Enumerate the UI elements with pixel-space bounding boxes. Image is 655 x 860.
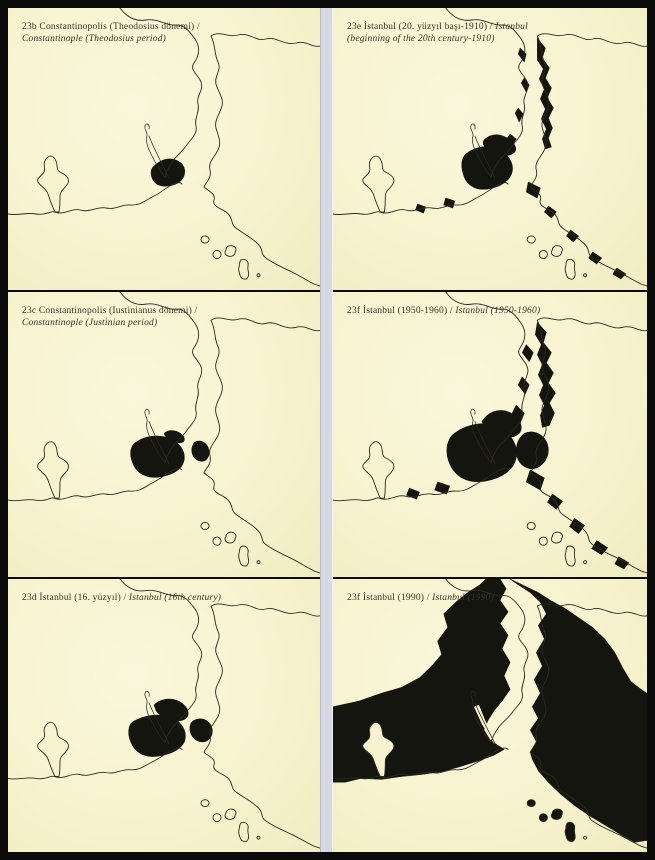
marmara-coast-east [204, 473, 320, 573]
panel-label-turkish: 23f İstanbul (1990) / [347, 593, 430, 603]
marmara-coast-east [530, 473, 647, 573]
map-panel-23c [8, 292, 320, 577]
panel-label-english: Istanbul (beginning of the 20th century-1910) [347, 22, 528, 45]
panel-label-23f-1990 [347, 592, 573, 604]
panel-label-english: Istanbul (16th century) [128, 593, 222, 603]
map-23e [333, 8, 647, 290]
panel-label-english: Istanbul (1990) [432, 593, 494, 603]
panel-label-turkish: 23b Constantinopolis (Theodosius dönemi) / [22, 22, 200, 32]
panel-label-23d [22, 592, 247, 604]
map-panel-23e [333, 8, 647, 290]
marmara-coast-east [204, 187, 320, 286]
panel-label-23f-1950 [347, 305, 573, 317]
kucukcekmece-lake [363, 156, 394, 212]
urban-area-shape [131, 431, 210, 478]
princes-islands [201, 800, 260, 842]
marmara-coast-west [8, 183, 182, 215]
map-23f-1950 [333, 292, 647, 577]
marmara-coast-east [530, 187, 647, 286]
urban-area-shape [406, 322, 628, 569]
map-panel-23f-1950 [333, 292, 647, 577]
panel-label-turkish: 23e İstanbul (20. yüzyıl başı-1910) / [347, 22, 493, 32]
map-23b [8, 8, 320, 290]
panel-label-english: Constantinople (Theodosius period) [22, 34, 167, 45]
panel-label-turkish: 23c Constantinopolis (Iustinianus dönemi) / [22, 306, 198, 316]
column-divider [320, 8, 333, 852]
panel-label-23c [22, 305, 247, 330]
urban-area-shape [129, 699, 213, 757]
map-panel-23f-1990 [333, 579, 647, 852]
panel-label-turkish: 23d İstanbul (16. yüzyıl) / [22, 593, 127, 603]
kucukcekmece-lake [38, 156, 69, 212]
kucukcekmece-lake [38, 722, 69, 776]
kucukcekmece-lake [363, 442, 394, 498]
black-sea-coast-east [537, 318, 647, 331]
panel-label-23e [347, 21, 573, 46]
princes-islands [201, 236, 260, 279]
marmara-coast-east [204, 752, 320, 848]
panel-label-english: Istanbul (1950-1960) [455, 306, 541, 316]
map-23d [8, 579, 320, 852]
kucukcekmece-lake [38, 442, 69, 498]
map-23f-1990 [333, 579, 647, 852]
panel-label-english: Constantinople (Justinian period) [22, 318, 158, 329]
black-sea-coast-east [211, 604, 320, 616]
urban-area-shape [416, 38, 626, 279]
panel-label-23b [22, 21, 247, 46]
map-panel-23b [8, 8, 320, 290]
bosphorus-west-bank [165, 39, 202, 177]
map-23c [8, 292, 320, 577]
princes-islands [201, 522, 260, 566]
bosphorus-east-bank [204, 36, 222, 187]
map-panel-23d [8, 579, 320, 852]
panel-label-turkish: 23f İstanbul (1950-1960) / [347, 306, 453, 316]
urban-area-shape [333, 579, 647, 842]
princes-islands [527, 236, 586, 279]
